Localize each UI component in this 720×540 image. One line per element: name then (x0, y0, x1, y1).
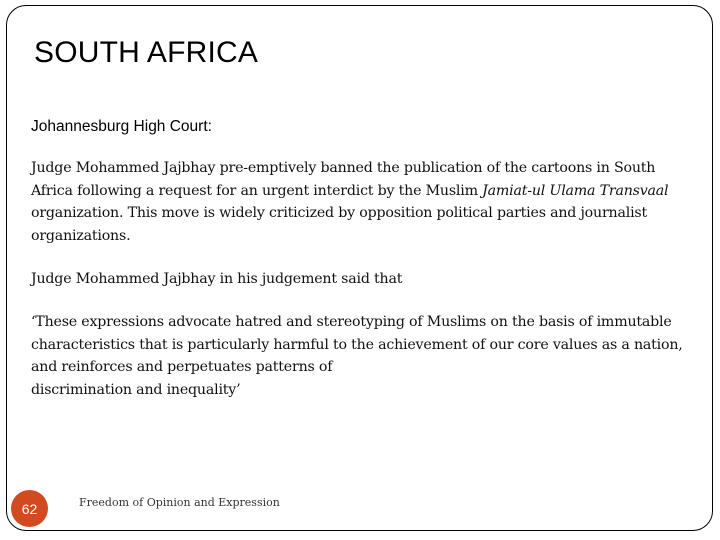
judgement-quote (31, 311, 701, 401)
page-number-badge: 62 (11, 490, 48, 527)
paragraph-line: organizations. (31, 227, 131, 244)
quote-line: ‘These expressions advocate hatred and stereotyping of Muslims on the basis of immutable (31, 314, 672, 330)
quote-line: and reinforces and perpetuates patterns of (31, 359, 333, 375)
paragraph-line (31, 180, 701, 203)
footer-text: Freedom of Opinion and Expression (79, 496, 280, 509)
slide-title: SOUTH AFRICA (34, 36, 259, 69)
paragraph-ruling (31, 157, 701, 247)
paragraph-line: organization. This move is widely criticized by opposition political parties and journalist (31, 205, 647, 221)
paragraph-line: Judge Mohammed Jajbhay pre-emptively banned the publication of the cartoons in South (31, 160, 656, 176)
paragraph-line-text: Africa following a request for an urgent interdict by the Muslim (31, 182, 483, 199)
slide-subtitle: Johannesburg High Court: (31, 118, 212, 135)
quote-line: discrimination and inequality’ (31, 381, 241, 398)
quote-line: characteristics that is particularly harmful to the achievement of our core values as a nation, (31, 336, 683, 353)
paragraph-judgement-intro: Judge Mohammed Jajbhay in his judgement said that (31, 271, 403, 287)
organization-name: Jamiat-ul Ulama Transvaal (482, 182, 669, 199)
